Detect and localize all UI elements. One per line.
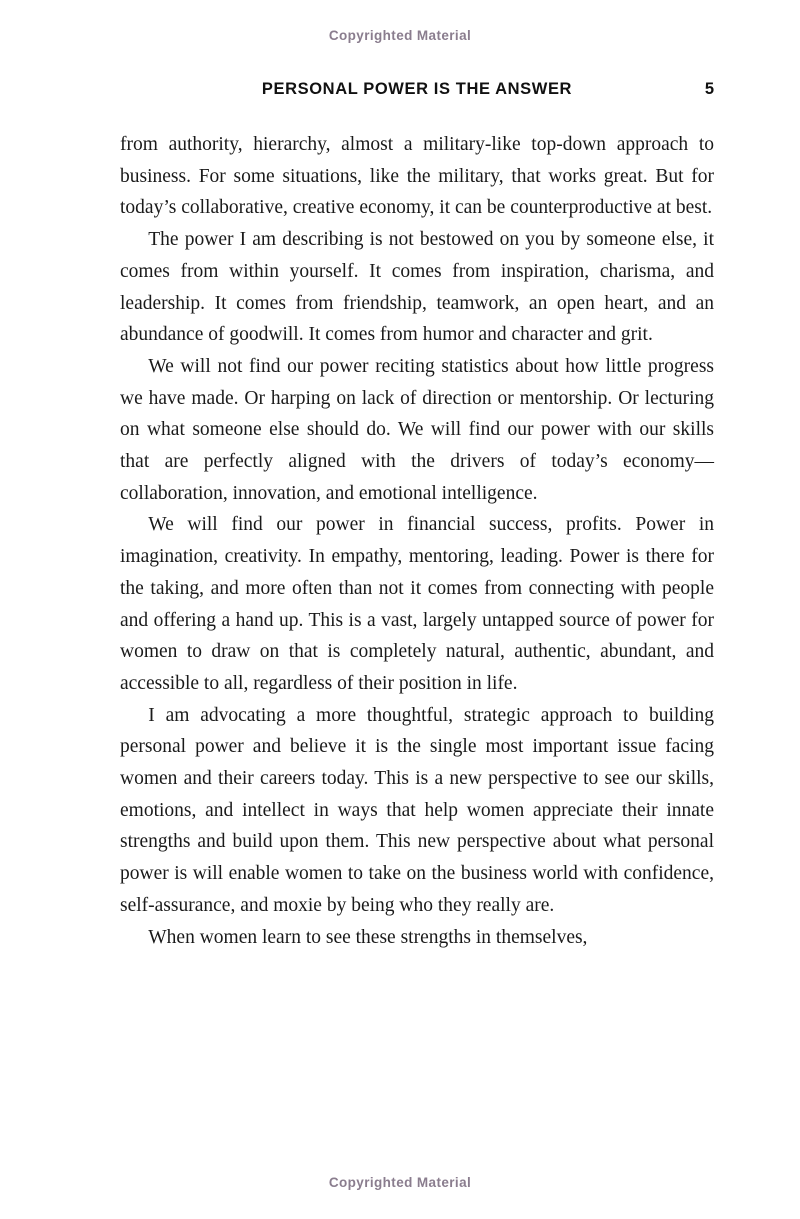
paragraph-1: from authority, hierarchy, almost a military-like top-down approach to business. For some situations, like the military, that works great. But for today’s collaborative, creative economy, it can be counterproductive at best. <box>120 134 714 219</box>
chapter-title: PERSONAL POWER IS THE ANSWER <box>261 80 573 98</box>
page-number: 5 <box>704 80 714 98</box>
paragraph-6: When women learn to see these strengths in themselves, <box>148 926 588 948</box>
page-header <box>120 80 714 104</box>
copyright-notice-top: Copyrighted Material <box>328 28 472 43</box>
paragraph-5: I am advocating a more thoughtful, strategic approach to building personal power and believe it is the single most important issue facing women and their careers today. This is a new perspective to see our skills, emotions, and intellect in ways that help women appreciate their innate strengths and build upon them. This new perspective about what personal power is will enable women to take on the business world with confidence, self-assurance, and moxie by being who they really are. <box>120 704 714 916</box>
paragraph-3: We will not find our power reciting statistics about how little progress we have made. Or harping on lack of direction or mentorship. Or lecturing on what someone else should do. We will find our power with our skills that are perfectly aligned with the drivers of today’s economy—collaboration, innovation, and emotional intelligence. <box>120 355 714 504</box>
body-text <box>120 129 714 953</box>
paragraph-2: The power I am describing is not bestowed on you by someone else, it comes from within yourself. It comes from inspiration, charisma, and leadership. It comes from friendship, teamwork, an open heart, and an abundance of goodwill. It comes from humor and character and grit. <box>120 229 714 346</box>
paragraph-4: We will find our power in financial success, profits. Power in imagination, creativity. In empathy, mentoring, leading. Power is there for the taking, and more often than not it comes from connecting with people and offering a hand up. This is a vast, largely untapped source of power for women to draw on that is completely natural, authentic, abundant, and accessible to all, regardless of their position in life. <box>120 514 714 694</box>
copyright-notice-bottom: Copyrighted Material <box>328 1175 472 1190</box>
